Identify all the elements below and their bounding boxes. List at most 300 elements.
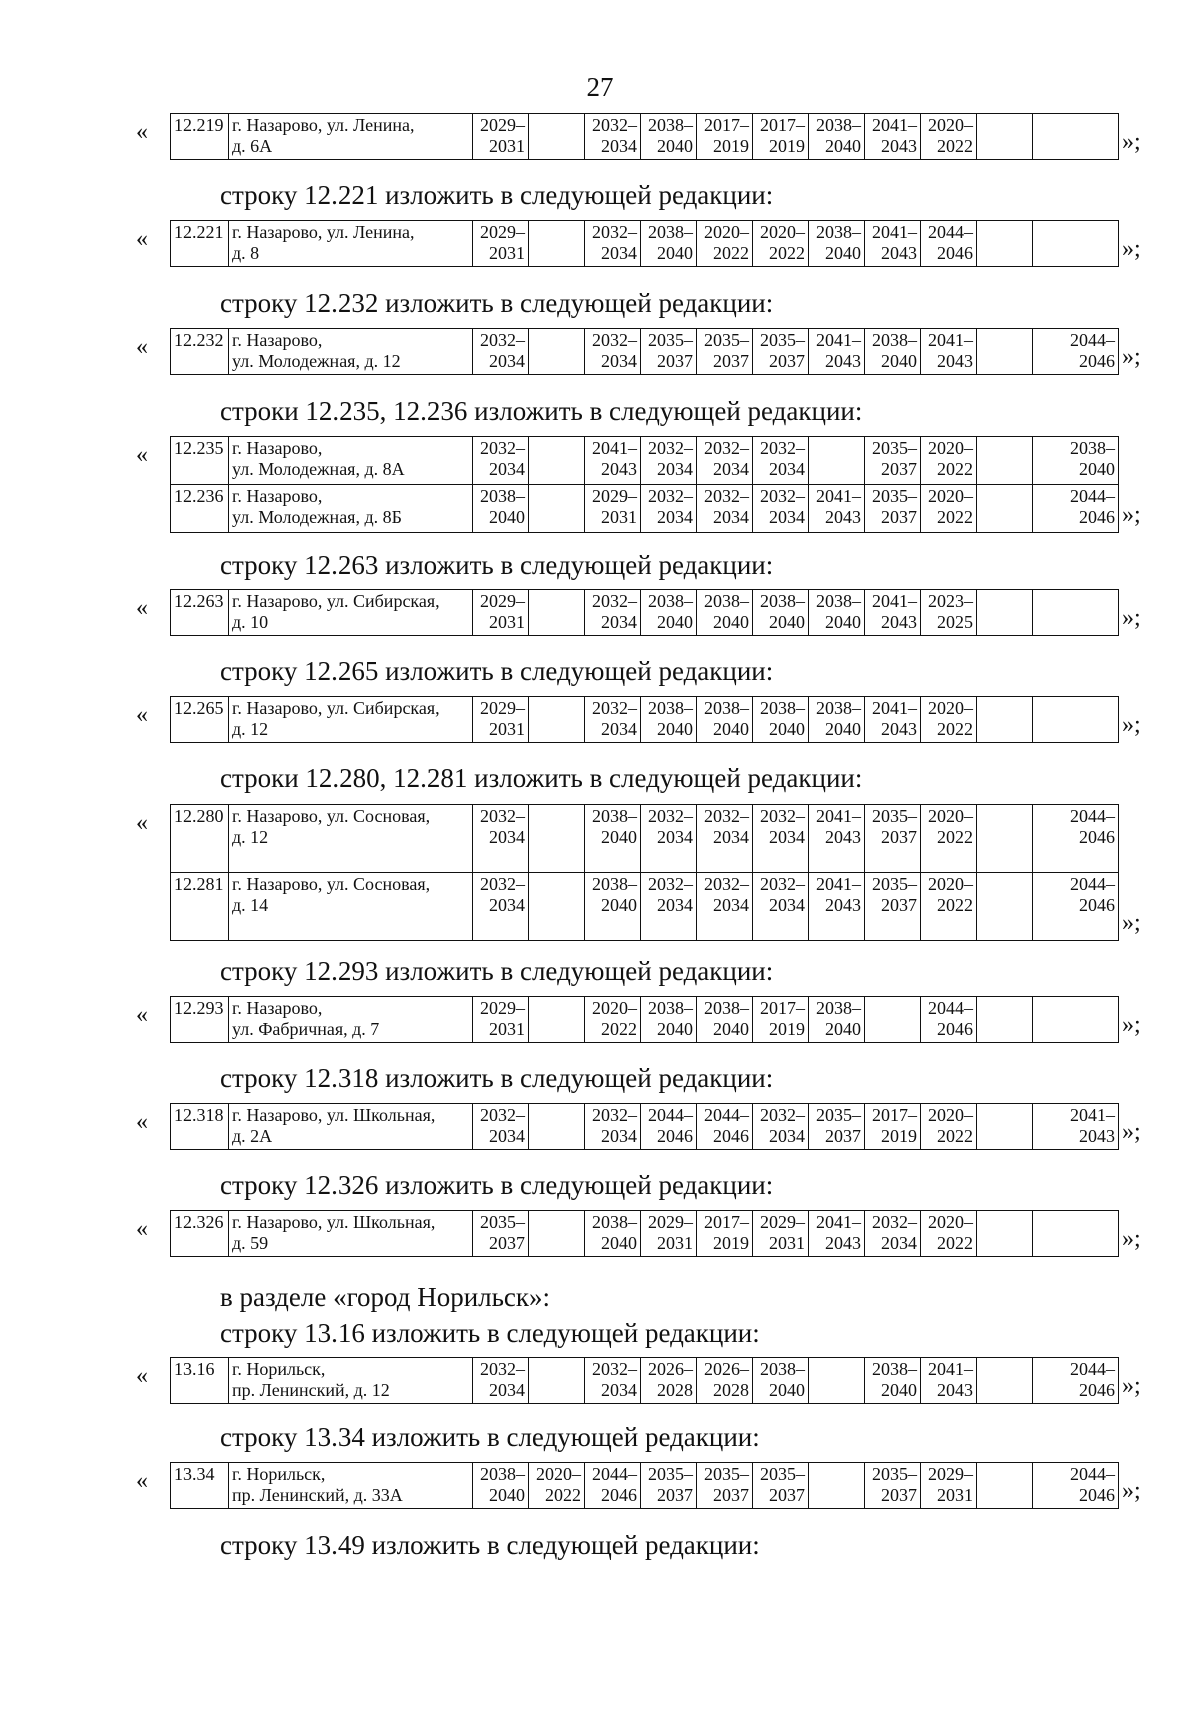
year-value: [1036, 719, 1115, 740]
year-value: 2034: [769, 895, 805, 915]
year-value: [532, 1105, 581, 1126]
year-value: 2034: [769, 459, 805, 479]
year-range-cell: [977, 437, 1033, 485]
opening-quote: «: [136, 810, 148, 836]
year-range-cell: [753, 485, 809, 533]
year-value: 2020–: [592, 998, 637, 1018]
year-value: 2043: [881, 719, 917, 739]
year-value: 2032–: [592, 1105, 637, 1125]
year-value: 2046: [937, 1019, 973, 1039]
year-value: [532, 874, 581, 895]
year-value: 2025: [937, 612, 973, 632]
year-value: [532, 591, 581, 612]
year-range-cell: [865, 697, 921, 743]
year-value: 2044–: [592, 1464, 637, 1484]
opening-quote: «: [136, 119, 148, 145]
year-range-cell: [865, 873, 921, 941]
row-number: 13.16: [171, 1358, 229, 1404]
year-range-cell: [753, 1211, 809, 1257]
year-value: 2043: [937, 351, 973, 371]
year-range-cell: [473, 1211, 529, 1257]
table-row: [171, 221, 1119, 267]
year-range-cell: [809, 1211, 865, 1257]
year-value: 2044–: [928, 222, 973, 242]
address-line: д. 14: [232, 895, 269, 915]
year-range-cell: [921, 805, 977, 873]
year-value: [532, 1212, 581, 1233]
address-line: д. 2А: [232, 1126, 273, 1146]
table-row: [171, 805, 1119, 873]
address-cell: [229, 1211, 473, 1257]
year-value: [980, 1212, 1029, 1233]
year-value: 2022: [937, 719, 973, 739]
year-value: 2038–: [816, 591, 861, 611]
year-value: 2022: [769, 243, 805, 263]
year-value: [980, 243, 1029, 264]
opening-quote: «: [136, 1002, 148, 1028]
year-value: 2032–: [760, 806, 805, 826]
year-value: [980, 136, 1029, 157]
year-value: 2044–: [648, 1105, 693, 1125]
row-number: 13.34: [171, 1463, 229, 1509]
year-value: 2041–: [872, 115, 917, 135]
year-value: 2032–: [480, 874, 525, 894]
year-range-cell: [529, 114, 585, 160]
year-value: 2044–: [928, 998, 973, 1018]
year-range-cell: [697, 997, 753, 1043]
year-value: 2037: [881, 895, 917, 915]
year-value: 2031: [601, 507, 637, 527]
year-value: 2020–: [928, 698, 973, 718]
record-table: [170, 1462, 1119, 1509]
year-range-cell: [473, 1463, 529, 1509]
address-line: д. 10: [232, 612, 269, 632]
year-value: 2037: [881, 1485, 917, 1505]
year-value: 2038–: [816, 998, 861, 1018]
year-range-cell: [473, 1104, 529, 1150]
address-cell: [229, 697, 473, 743]
year-value: [980, 438, 1029, 459]
year-value: 2034: [881, 1233, 917, 1253]
year-value: 2035–: [816, 1105, 861, 1125]
address-cell: [229, 1104, 473, 1150]
year-value: [532, 998, 581, 1019]
year-value: 2029–: [592, 486, 637, 506]
table-row: [171, 1104, 1119, 1150]
year-value: [812, 459, 861, 480]
year-range-cell: [641, 1463, 697, 1509]
year-value: 2019: [769, 136, 805, 156]
year-range-cell: [809, 697, 865, 743]
address-line: г. Назарово,: [232, 438, 323, 458]
year-value: 2032–: [760, 438, 805, 458]
record-table: [170, 1210, 1119, 1257]
year-range-cell: [865, 114, 921, 160]
year-range-cell: [921, 590, 977, 636]
year-value: 2043: [1079, 1126, 1115, 1146]
table-row: [171, 697, 1119, 743]
row-number: 12.235: [171, 437, 229, 485]
year-range-cell: [977, 221, 1033, 267]
year-range-cell: [865, 1463, 921, 1509]
opening-quote: «: [136, 442, 148, 468]
closing-quote: »;: [1122, 1226, 1141, 1252]
closing-quote: »;: [1122, 344, 1141, 370]
year-value: 2038–: [760, 1359, 805, 1379]
year-value: 2044–: [704, 1105, 749, 1125]
year-value: [1036, 222, 1115, 243]
year-value: 2035–: [872, 806, 917, 826]
address-cell: [229, 1358, 473, 1404]
year-value: 2040: [881, 1380, 917, 1400]
address-line: пр. Ленинский, д. 33А: [232, 1485, 403, 1505]
year-range-cell: [1033, 437, 1119, 485]
year-range-cell: [809, 437, 865, 485]
year-value: 2020–: [928, 1212, 973, 1232]
year-range-cell: [809, 114, 865, 160]
record-table: [170, 113, 1119, 160]
year-range-cell: [977, 1358, 1033, 1404]
year-value: 2044–: [1070, 1464, 1115, 1484]
year-value: [980, 591, 1029, 612]
year-value: 2032–: [704, 806, 749, 826]
year-value: [532, 1380, 581, 1401]
year-value: 2034: [769, 827, 805, 847]
year-value: 2034: [601, 612, 637, 632]
year-range-cell: [865, 1104, 921, 1150]
year-range-cell: [753, 437, 809, 485]
year-value: 2028: [713, 1380, 749, 1400]
year-value: 2044–: [1070, 874, 1115, 894]
edit-instruction: в разделе «город Норильск»:: [220, 1282, 551, 1312]
edit-instruction: строку 13.16 изложить в следующей редакции:: [220, 1318, 760, 1348]
year-value: 2037: [489, 1233, 525, 1253]
year-range-cell: [809, 221, 865, 267]
table-row: [171, 997, 1119, 1043]
year-value: [980, 874, 1029, 895]
year-value: [532, 612, 581, 633]
table-row: [171, 114, 1119, 160]
year-value: [980, 1380, 1029, 1401]
opening-quote: «: [136, 595, 148, 621]
year-value: [980, 895, 1029, 916]
closing-quote: »;: [1122, 1012, 1141, 1038]
year-range-cell: [921, 329, 977, 375]
year-value: 2032–: [480, 330, 525, 350]
row-number: 12.280: [171, 805, 229, 873]
year-range-cell: [753, 873, 809, 941]
year-value: 2038–: [592, 1212, 637, 1232]
year-value: [812, 1485, 861, 1506]
year-value: 2034: [489, 1126, 525, 1146]
year-range-cell: [977, 1104, 1033, 1150]
year-range-cell: [921, 221, 977, 267]
year-value: 2035–: [648, 1464, 693, 1484]
year-value: 2032–: [480, 806, 525, 826]
year-value: [532, 1019, 581, 1040]
year-range-cell: [921, 114, 977, 160]
year-value: 2043: [601, 459, 637, 479]
year-value: 2041–: [816, 330, 861, 350]
record-table: [170, 996, 1119, 1043]
year-value: 2040: [713, 612, 749, 632]
year-range-cell: [697, 1104, 753, 1150]
year-range-cell: [977, 997, 1033, 1043]
edit-instruction: строки 12.235, 12.236 изложить в следующей редакции:: [220, 396, 863, 426]
address-line: д. 12: [232, 827, 269, 847]
year-range-cell: [977, 590, 1033, 636]
row-number: 12.236: [171, 485, 229, 533]
address-line: ул. Молодежная, д. 8А: [232, 459, 405, 479]
address-cell: [229, 873, 473, 941]
year-value: 2046: [1079, 1485, 1115, 1505]
address-cell: [229, 221, 473, 267]
table-row: [171, 1358, 1119, 1404]
year-range-cell: [977, 329, 1033, 375]
year-value: 2037: [657, 1485, 693, 1505]
year-range-cell: [473, 221, 529, 267]
year-value: 2034: [713, 895, 749, 915]
year-value: 2040: [657, 612, 693, 632]
row-number: 12.232: [171, 329, 229, 375]
year-value: 2031: [657, 1233, 693, 1253]
year-value: 2034: [601, 719, 637, 739]
year-value: 2043: [881, 243, 917, 263]
year-value: [532, 330, 581, 351]
address-cell: [229, 590, 473, 636]
year-range-cell: [753, 1358, 809, 1404]
year-range-cell: [753, 221, 809, 267]
year-range-cell: [977, 1211, 1033, 1257]
year-value: 2043: [825, 351, 861, 371]
year-value: 2022: [937, 459, 973, 479]
year-value: 2022: [937, 507, 973, 527]
year-value: 2034: [489, 351, 525, 371]
year-value: 2034: [657, 507, 693, 527]
year-value: [1036, 1233, 1115, 1254]
year-value: 2031: [769, 1233, 805, 1253]
table-row: [171, 485, 1119, 533]
year-value: 2031: [489, 1019, 525, 1039]
final-caption: строку 13.49 изложить в следующей редакции:: [220, 1530, 760, 1560]
year-value: 2043: [825, 1233, 861, 1253]
year-value: [812, 1464, 861, 1485]
year-value: 2035–: [480, 1212, 525, 1232]
year-value: 2046: [657, 1126, 693, 1146]
year-range-cell: [641, 805, 697, 873]
year-value: 2032–: [592, 330, 637, 350]
year-value: 2040: [657, 136, 693, 156]
year-value: 2020–: [928, 438, 973, 458]
year-range-cell: [529, 329, 585, 375]
closing-quote: »;: [1122, 236, 1141, 262]
year-value: 2017–: [872, 1105, 917, 1125]
year-value: [980, 330, 1029, 351]
address-line: г. Назарово, ул. Сибирская,: [232, 698, 440, 718]
year-range-cell: [473, 485, 529, 533]
year-value: 2037: [881, 827, 917, 847]
year-range-cell: [809, 485, 865, 533]
year-value: 2017–: [704, 1212, 749, 1232]
record-table: [170, 328, 1119, 375]
address-cell: [229, 805, 473, 873]
year-value: [532, 698, 581, 719]
year-value: 2046: [937, 243, 973, 263]
year-range-cell: [753, 329, 809, 375]
year-value: 2020–: [928, 115, 973, 135]
year-range-cell: [641, 697, 697, 743]
year-range-cell: [529, 1358, 585, 1404]
table-row: [171, 1463, 1119, 1509]
address-line: г. Назарово, ул. Школьная,: [232, 1105, 436, 1125]
opening-quote: «: [136, 1109, 148, 1135]
year-value: 2038–: [816, 115, 861, 135]
year-range-cell: [697, 221, 753, 267]
year-value: 2034: [601, 351, 637, 371]
year-range-cell: [865, 1211, 921, 1257]
year-value: 2046: [601, 1485, 637, 1505]
year-range-cell: [809, 1358, 865, 1404]
year-value: 2022: [937, 827, 973, 847]
year-value: [980, 806, 1029, 827]
year-range-cell: [473, 329, 529, 375]
year-value: 2040: [769, 1380, 805, 1400]
year-range-cell: [809, 1463, 865, 1509]
year-value: 2035–: [760, 330, 805, 350]
year-range-cell: [585, 1463, 641, 1509]
year-value: 2032–: [592, 115, 637, 135]
year-value: 2020–: [928, 874, 973, 894]
year-value: 2046: [1079, 827, 1115, 847]
year-value: 2022: [937, 136, 973, 156]
year-value: [1036, 998, 1115, 1019]
opening-quote: «: [136, 226, 148, 252]
year-value: 2032–: [480, 1359, 525, 1379]
year-value: 2035–: [704, 1464, 749, 1484]
year-range-cell: [529, 805, 585, 873]
year-range-cell: [641, 590, 697, 636]
year-range-cell: [865, 485, 921, 533]
year-value: 2038–: [648, 115, 693, 135]
year-value: 2037: [769, 1485, 805, 1505]
year-value: [980, 698, 1029, 719]
year-range-cell: [697, 590, 753, 636]
year-value: 2032–: [704, 438, 749, 458]
year-value: 2043: [881, 136, 917, 156]
year-value: 2032–: [760, 874, 805, 894]
year-value: 2040: [825, 612, 861, 632]
year-value: 2038–: [480, 486, 525, 506]
year-value: 2022: [937, 1126, 973, 1146]
year-range-cell: [753, 997, 809, 1043]
year-value: 2032–: [480, 1105, 525, 1125]
year-value: [532, 115, 581, 136]
year-value: 2038–: [648, 698, 693, 718]
year-value: 2029–: [648, 1212, 693, 1232]
year-value: 2032–: [592, 222, 637, 242]
year-value: 2034: [657, 827, 693, 847]
edit-instruction: строки 12.280, 12.281 изложить в следующей редакции:: [220, 763, 863, 793]
year-range-cell: [585, 805, 641, 873]
year-value: 2023–: [928, 591, 973, 611]
year-range-cell: [1033, 221, 1119, 267]
year-value: 2034: [657, 895, 693, 915]
year-value: [980, 612, 1029, 633]
year-value: [1036, 1212, 1115, 1233]
year-value: [532, 243, 581, 264]
year-value: 2020–: [928, 806, 973, 826]
year-range-cell: [753, 1104, 809, 1150]
year-value: 2043: [825, 507, 861, 527]
year-value: 2019: [713, 136, 749, 156]
year-value: 2032–: [760, 1105, 805, 1125]
year-range-cell: [473, 1358, 529, 1404]
year-range-cell: [865, 221, 921, 267]
year-range-cell: [641, 485, 697, 533]
year-value: [980, 1464, 1029, 1485]
year-range-cell: [753, 590, 809, 636]
year-range-cell: [977, 1463, 1033, 1509]
row-number: 12.221: [171, 221, 229, 267]
address-line: д. 59: [232, 1233, 269, 1253]
year-value: [980, 459, 1029, 480]
year-value: 2031: [489, 136, 525, 156]
year-range-cell: [473, 590, 529, 636]
year-range-cell: [529, 1463, 585, 1509]
year-range-cell: [585, 1358, 641, 1404]
address-line: г. Норильск,: [232, 1359, 326, 1379]
year-value: 2022: [601, 1019, 637, 1039]
year-value: 2026–: [704, 1359, 749, 1379]
year-range-cell: [809, 805, 865, 873]
year-range-cell: [529, 1104, 585, 1150]
year-value: 2038–: [760, 698, 805, 718]
row-number: 12.293: [171, 997, 229, 1043]
year-range-cell: [1033, 1104, 1119, 1150]
year-value: 2032–: [480, 438, 525, 458]
year-range-cell: [977, 697, 1033, 743]
year-range-cell: [809, 590, 865, 636]
year-range-cell: [585, 221, 641, 267]
year-range-cell: [585, 997, 641, 1043]
year-value: 2019: [881, 1126, 917, 1146]
year-range-cell: [641, 437, 697, 485]
year-value: 2043: [881, 612, 917, 632]
year-value: 2041–: [816, 806, 861, 826]
year-value: [812, 1380, 861, 1401]
table-row: [171, 873, 1119, 941]
year-value: [1036, 115, 1115, 136]
year-range-cell: [977, 805, 1033, 873]
year-value: 2029–: [480, 115, 525, 135]
address-cell: [229, 1463, 473, 1509]
year-value: 2040: [825, 719, 861, 739]
year-value: [532, 136, 581, 157]
year-value: 2040: [601, 1233, 637, 1253]
closing-quote: »;: [1122, 502, 1141, 528]
year-value: [980, 719, 1029, 740]
address-line: пр. Ленинский, д. 12: [232, 1380, 390, 1400]
year-value: 2020–: [928, 1105, 973, 1125]
year-value: 2037: [825, 1126, 861, 1146]
address-cell: [229, 437, 473, 485]
year-value: [812, 438, 861, 459]
year-value: 2029–: [480, 222, 525, 242]
year-value: [532, 806, 581, 827]
year-range-cell: [473, 697, 529, 743]
year-range-cell: [473, 873, 529, 941]
year-value: 2034: [489, 459, 525, 479]
